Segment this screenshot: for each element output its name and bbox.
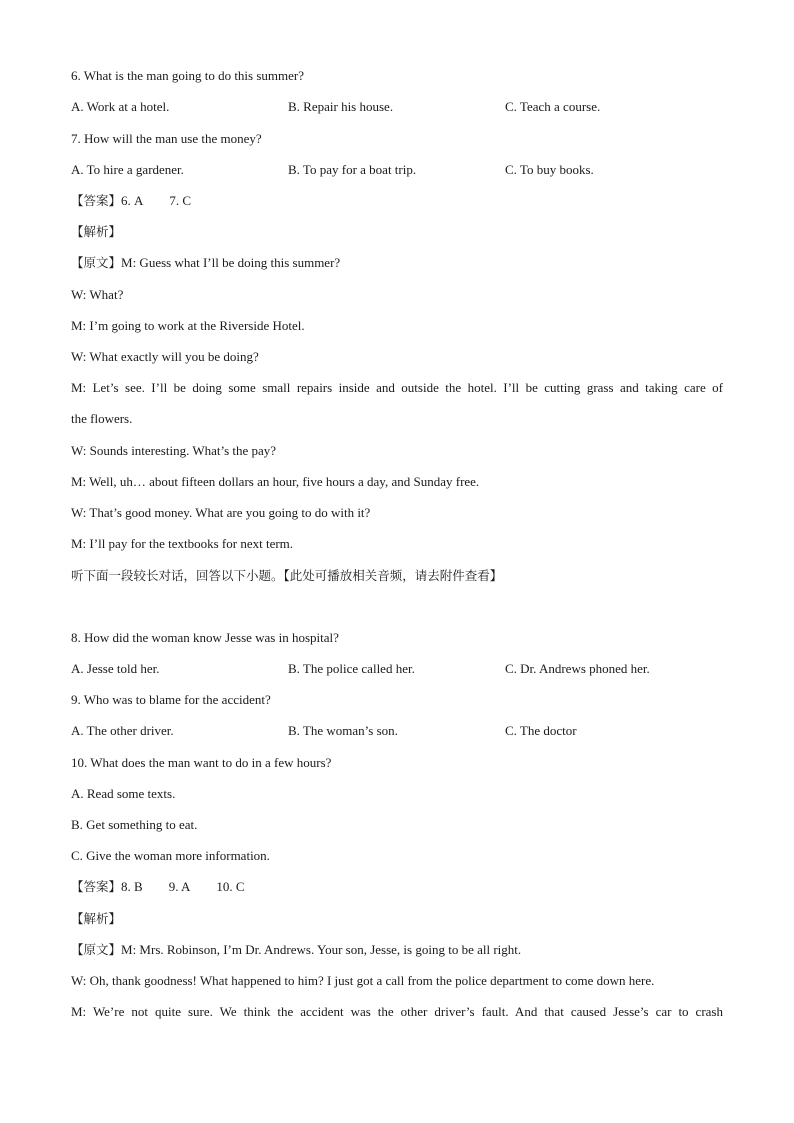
answer-6: 6. A	[121, 193, 144, 208]
transcript-line: W: Oh, thank goodness! What happened to him? I just got a call from the police department to come down here.	[71, 973, 655, 988]
transcript-line: M: Well, uh… about fifteen dollars an hour, five hours a day, and Sunday free.	[71, 474, 480, 489]
answer-8: 8. B	[121, 879, 143, 894]
answer-tag: 【答案】	[71, 879, 122, 894]
transcript-line: the flowers.	[71, 411, 133, 426]
option-10a: A. Read some texts.	[71, 786, 176, 801]
analysis-tag-2: 【解析】	[71, 911, 122, 926]
transcript-tag: 【原文】	[71, 255, 122, 270]
question-9: 9. Who was to blame for the accident?	[71, 692, 271, 707]
listening-instruction: 听下面一段较长对话，回答以下小题。【此处可播放相关音频，请去附件查看】	[71, 568, 503, 583]
option-6b: B. Repair his house.	[288, 99, 394, 114]
answer-7: 7. C	[169, 193, 192, 208]
option-6c: C. Teach a course.	[505, 99, 601, 114]
analysis-tag-1: 【解析】	[71, 224, 122, 239]
option-8b: B. The police called her.	[288, 661, 415, 676]
option-7a: A. To hire a gardener.	[71, 162, 184, 177]
question-10: 10. What does the man want to do in a few hours?	[71, 755, 332, 770]
transcript-line: W: That’s good money. What are you going to do with it?	[71, 505, 371, 520]
option-10c: C. Give the woman more information.	[71, 848, 270, 863]
transcript-line: M: Let’s see. I’ll be doing some small repairs inside and outside the hotel. I’ll be cutting grass and taking care of	[71, 380, 723, 395]
option-10b: B. Get something to eat.	[71, 817, 198, 832]
option-8a: A. Jesse told her.	[71, 661, 160, 676]
answer-9: 9. A	[168, 879, 191, 894]
option-9b: B. The woman’s son.	[288, 723, 398, 738]
option-7c: C. To buy books.	[505, 162, 594, 177]
question-6: 6. What is the man going to do this summer?	[71, 68, 305, 83]
transcript-line: W: Sounds interesting. What’s the pay?	[71, 443, 277, 458]
option-8c: C. Dr. Andrews phoned her.	[505, 661, 650, 676]
answer-line-1	[71, 193, 723, 209]
transcript-line: 【原文】M: Mrs. Robinson, I’m Dr. Andrews. Your son, Jesse, is going to be all right.	[71, 942, 522, 957]
option-9c: C. The doctor	[505, 723, 577, 738]
transcript-line: W: What exactly will you be doing?	[71, 349, 259, 364]
transcript-line: M: I’ll pay for the textbooks for next term.	[71, 536, 294, 551]
option-6a: A. Work at a hotel.	[71, 99, 170, 114]
transcript-line: W: What?	[71, 287, 124, 302]
transcript-line: M: We’re not quite sure. We think the accident was the other driver’s fault. And that caused Jesse’s car to crash	[71, 1004, 723, 1019]
question-7: 7. How will the man use the money?	[71, 131, 262, 146]
question-8: 8. How did the woman know Jesse was in hospital?	[71, 630, 339, 645]
answer-10: 10. C	[216, 879, 245, 894]
answer-line-2	[71, 879, 723, 895]
transcript-tag: 【原文】	[71, 942, 122, 957]
transcript-line: 【原文】M: Guess what I’ll be doing this summer?	[71, 255, 341, 270]
option-7b: B. To pay for a boat trip.	[288, 162, 417, 177]
transcript-line: M: I’m going to work at the Riverside Hotel.	[71, 318, 305, 333]
answer-tag: 【答案】	[71, 193, 122, 208]
option-9a: A. The other driver.	[71, 723, 174, 738]
